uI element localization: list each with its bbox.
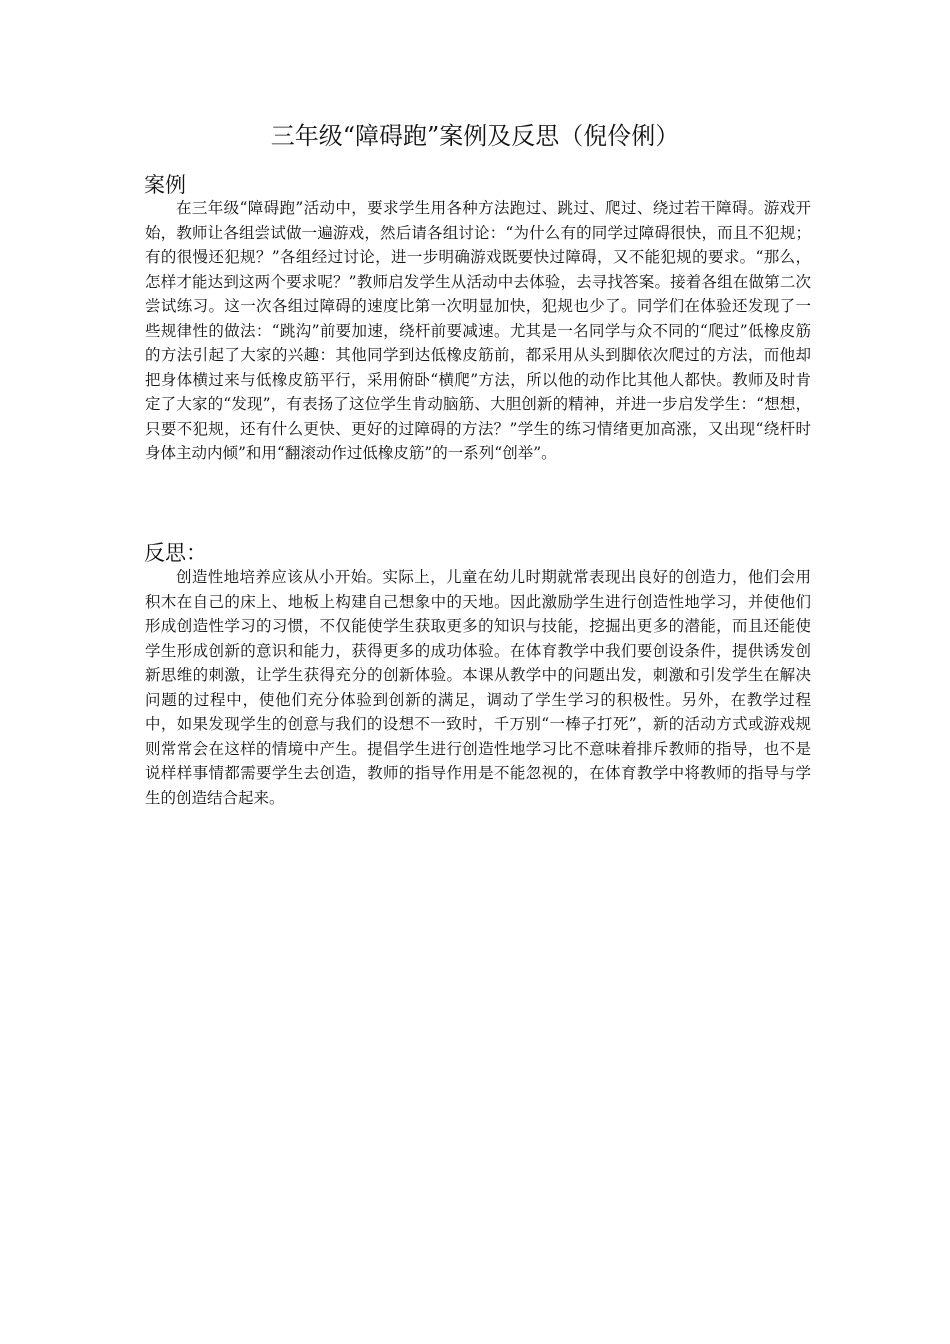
section-heading-reflection: 反思： — [144, 541, 207, 565]
document-title: 三年级“障碍跑”案例及反思（倪伶俐） — [270, 122, 680, 150]
section-heading-case: 案例 — [144, 173, 186, 197]
case-paragraph: 在三年级“障碍跑”活动中，要求学生用各种方法跑过、跳过、爬过、绕过若干障碍。游戏开始，教师让各组尝试做一遍游戏，然后请各组讨论：“为什么有的同学过障碍很快，而且不犯规；有的很慢还犯规？”各组经过讨论，进一步明确游戏既要快过障碍，又不能犯规的要求。“那么，怎样才能达到这两个要求呢？”教师启发学生从活动中去体验，去寻找答案。接着各组在做第二次尝试练习。这一次各组过障碍的速度比第一次明显加快，犯规也少了。同学们在体验还发现了一些规律性的做法：“跳沟”前要加速，绕杆前要减速。尤其是一名同学与众不同的“爬过”低橡皮筋的方法引起了大家的兴趣：其他同学到达低橡皮筋前，都采用从头到脚依次爬过的方法，而他却把身体横过来与低橡皮筋平行，采用俯卧“横爬”方法，所以他的动作比其他人都快。教师及时肯定了大家的“发现”，有表扬了这位学生肯动脑筋、大胆创新的精神，并进一步启发学生：“想想，只要不犯规，还有什么更快、更好的过障碍的方法？”学生的练习情绪更加高涨，又出现“绕杆时身体主动内倾”和用“翻滚动作过低橡皮筋”的一系列“创举”。 — [145, 199, 811, 462]
reflection-paragraph: 创造性地培养应该从小开始。实际上，儿童在幼儿时期就常表现出良好的创造力，他们会用积木在自己的床上、地板上构建自己想象中的天地。因此激励学生进行创造性地学习，并使他们形成创造性学习的习惯，不仅能使学生获取更多的知识与技能，挖掘出更多的潜能，而且还能使学生形成创新的意识和能力，获得更多的成功体验。在体育教学中我们要创设条件，提供诱发创新思维的刺激，让学生获得充分的创新体验。本课从教学中的问题出发，刺激和引发学生在解决问题的过程中，使他们充分体验到创新的满足，调动了学生学习的积极性。另外，在教学过程中，如果发现学生的创意与我们的设想不一致时，千万别“一棒子打死”，新的活动方式或游戏规则常常会在这样的情境中产生。提倡学生进行创造性地学习比不意味着排斥教师的指导，也不是说样样事情都需要学生去创造，教师的指导作用是不能忽视的，在体育教学中将教师的指导与学生的创造结合起来。 — [145, 568, 811, 807]
